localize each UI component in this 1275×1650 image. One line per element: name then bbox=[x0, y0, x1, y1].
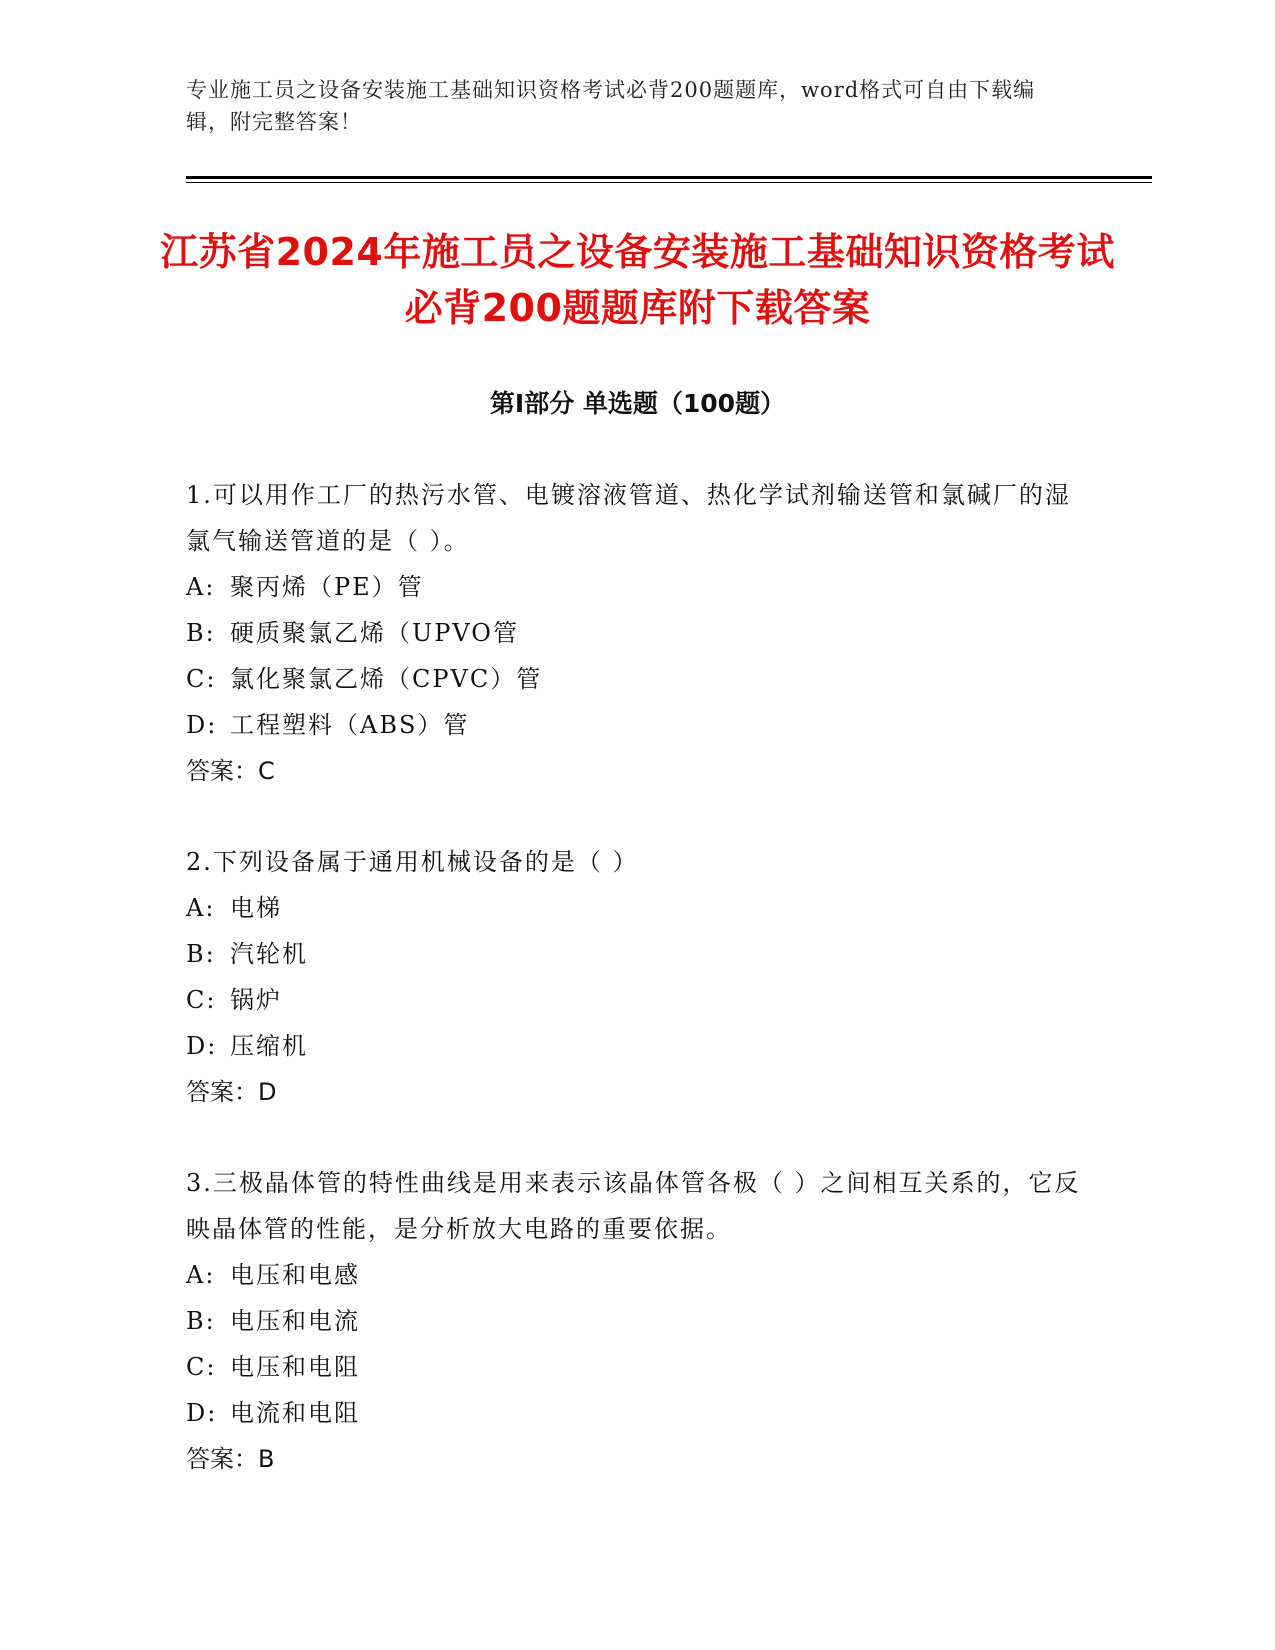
header-divider-thick bbox=[186, 176, 1152, 179]
option-letter: A: bbox=[186, 1261, 216, 1289]
option-text: 电流和电阻 bbox=[230, 1399, 360, 1427]
option-letter: B: bbox=[186, 619, 216, 647]
option-b bbox=[186, 1298, 1086, 1344]
option-c bbox=[186, 977, 1086, 1023]
option-text: 硬质聚氯乙烯（UPVO管 bbox=[230, 619, 519, 647]
answer-line: 答案：C bbox=[186, 757, 275, 785]
option-d bbox=[186, 1390, 1086, 1436]
option-b bbox=[186, 610, 1086, 656]
question-2 bbox=[186, 839, 1086, 1115]
question-list bbox=[186, 472, 1086, 1527]
option-text: 电压和电流 bbox=[230, 1307, 360, 1335]
option-d bbox=[186, 702, 1086, 748]
option-text: 工程塑料（ABS）管 bbox=[230, 711, 470, 739]
option-c bbox=[186, 1344, 1086, 1390]
option-letter: A: bbox=[186, 894, 216, 922]
option-text: 锅炉 bbox=[230, 986, 282, 1014]
option-letter: C: bbox=[186, 1353, 217, 1381]
option-c bbox=[186, 656, 1086, 702]
option-text: 压缩机 bbox=[230, 1032, 308, 1060]
answer-line: 答案：B bbox=[186, 1445, 275, 1473]
option-b bbox=[186, 931, 1086, 977]
option-letter: C: bbox=[186, 665, 217, 693]
section-heading: 第Ⅰ部分 单选题（100题） bbox=[489, 389, 786, 418]
option-letter: D: bbox=[186, 711, 218, 739]
option-letter: C: bbox=[186, 986, 217, 1014]
option-a bbox=[186, 885, 1086, 931]
question-stem: 1.可以用作工厂的热污水管、电镀溶液管道、热化学试剂输送管和氯碱厂的湿氯气输送管道的是（ ）。 bbox=[186, 481, 1071, 555]
option-text: 电压和电感 bbox=[230, 1261, 360, 1289]
option-a bbox=[186, 564, 1086, 610]
option-text: 氯化聚氯乙烯（CPVC）管 bbox=[230, 665, 543, 693]
option-text: 聚丙烯（PE）管 bbox=[230, 573, 424, 601]
question-stem: 2.下列设备属于通用机械设备的是（ ） bbox=[186, 848, 639, 876]
option-a bbox=[186, 1252, 1086, 1298]
question-stem: 3.三极晶体管的特性曲线是用来表示该晶体管各极（ ）之间相互关系的，它反映晶体管的性能，是分析放大电路的重要依据。 bbox=[186, 1169, 1081, 1243]
header-note: 专业施工员之设备安装施工基础知识资格考试必背200题题库，word格式可自由下载编辑，附完整答案！ bbox=[186, 78, 1036, 134]
option-text: 电压和电阻 bbox=[230, 1353, 360, 1381]
answer-line: 答案：D bbox=[186, 1078, 277, 1106]
option-letter: B: bbox=[186, 940, 216, 968]
question-3 bbox=[186, 1160, 1086, 1482]
header-divider-thin bbox=[186, 182, 1152, 183]
option-letter: B: bbox=[186, 1307, 216, 1335]
option-text: 电梯 bbox=[230, 894, 282, 922]
option-letter: A: bbox=[186, 573, 216, 601]
option-letter: D: bbox=[186, 1399, 218, 1427]
document-title: 江苏省2024年施工员之设备安装施工基础知识资格考试必背200题题库附下载答案 bbox=[160, 230, 1115, 330]
option-text: 汽轮机 bbox=[230, 940, 308, 968]
option-letter: D: bbox=[186, 1032, 218, 1060]
question-1 bbox=[186, 472, 1086, 794]
option-d bbox=[186, 1023, 1086, 1069]
